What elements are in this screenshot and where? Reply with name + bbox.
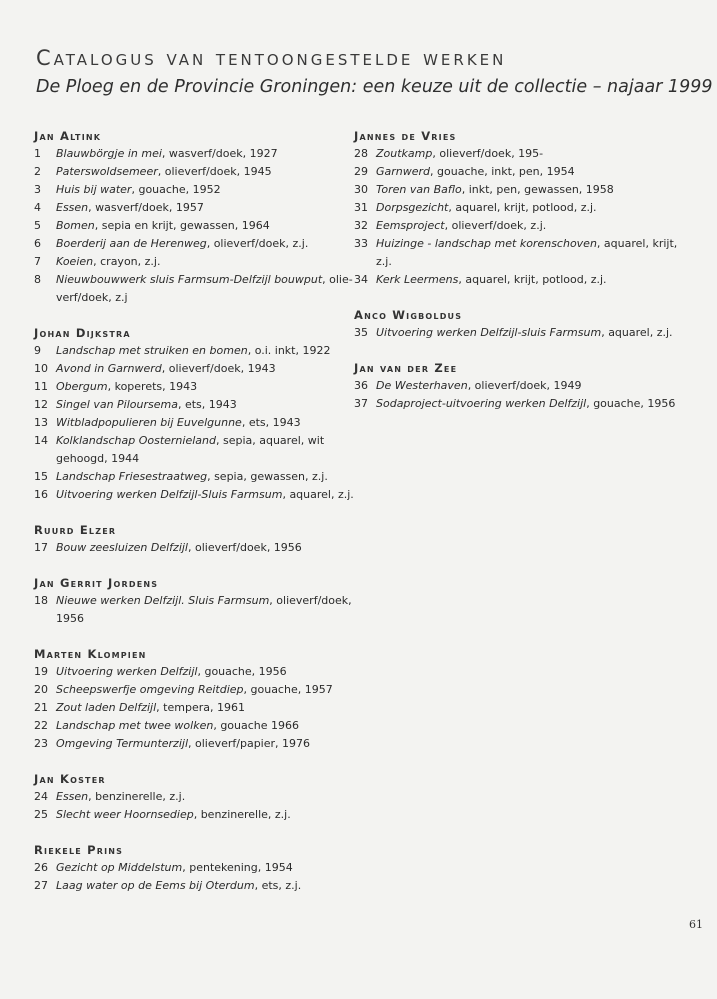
work-title: Bouw zeesluizen Delfzijl [56,541,188,554]
work-details: , inkt, pen, gewassen, 1958 [461,183,614,196]
artist-name: Johan Dijkstra [34,326,131,340]
entry-number: 29 [354,165,368,178]
work-title: Landschap Friesestraatweg [56,470,208,483]
entry-text [56,271,374,289]
work-title: Sodaproject-uitvoering werken Delfzijl [376,397,587,410]
artist-name: Ruurd Elzer [34,523,117,537]
catalogue-entry [34,271,374,289]
artist-name: Jan Gerrit Jordens [34,576,159,590]
entry-text [56,378,374,396]
work-details: gehoogd, 1944 [56,452,140,465]
catalogue-entry [354,199,694,217]
catalogue-entry [34,235,374,253]
entry-text [56,181,374,199]
entry-text [56,235,374,253]
entry-number: 3 [34,183,41,196]
work-title: Uitvoering werken Delfzijl-Sluis Farmsum [56,488,283,501]
entry-text [376,235,694,253]
catalogue-entry [354,271,694,289]
work-details: , wasverf/doek, 1957 [88,201,204,214]
work-title: Boerderij aan de Herenweg [56,237,207,250]
work-details: , gouache, inkt, pen, 1954 [430,165,575,178]
work-details: , olie- [322,273,353,286]
work-title: Kerk Leermens [376,273,459,286]
work-details: , ets, 1943 [241,416,301,429]
entry-number: 6 [34,237,41,250]
work-details: verf/doek, z.j [56,291,128,304]
catalogue-entry [34,699,374,717]
work-details: , aquarel, z.j. [282,488,354,501]
catalogue-entry [34,342,374,360]
catalogue-entry [354,181,694,199]
catalogue-entry [354,235,694,253]
entry-number: 22 [34,719,48,732]
entry-number: 5 [34,219,41,232]
entry-text [56,681,374,699]
entry-number: 14 [34,434,48,447]
entry-text [376,377,694,395]
artist-name: Marten Klompien [34,647,147,661]
entry-number [34,289,56,307]
work-title: Essen [56,790,89,803]
work-details: , crayon, z.j. [93,255,161,268]
work-title: Omgeving Termunterzijl [56,737,188,750]
work-details: , olieverf/doek, 1956 [187,541,302,554]
work-details: , olieverf/doek, z.j. [444,219,547,232]
artist-name: Jan van der Zee [354,361,458,375]
catalogue-entry [34,253,374,271]
catalogue-entry [34,163,374,181]
work-details: , olieverf/doek, [269,594,352,607]
entry-text [56,163,374,181]
work-title: Bomen [56,219,95,232]
work-title: Essen [56,201,89,214]
entry-text [56,806,374,824]
work-details: , olieverf/doek, 1949 [467,379,582,392]
entry-number: 35 [354,326,368,339]
artist-section [34,575,374,628]
entry-text [56,592,374,610]
entry-text [56,539,374,557]
work-details: , o.i. inkt, 1922 [247,344,331,357]
entry-text [56,432,374,450]
work-details: , benzinerelle, z.j. [193,808,291,821]
artist-section [34,771,374,824]
entry-number: 27 [34,879,48,892]
entry-number: 16 [34,488,48,501]
work-details: , aquarel, krijt, [596,237,678,250]
catalogue-entry [354,145,694,163]
entry-number: 2 [34,165,41,178]
entry-text [56,859,374,877]
work-details: , olieverf/doek, 1945 [157,165,272,178]
artist-name: Riekele Prins [34,843,124,857]
entry-text [376,324,694,342]
work-title: Scheepswerfje omgeving Reitdiep [56,683,244,696]
work-details: , aquarel, krijt, potlood, z.j. [458,273,607,286]
entry-text [376,145,694,163]
entry-text [56,289,374,307]
artist-section [354,307,694,342]
entry-number: 8 [34,273,41,286]
work-details: , olieverf/doek, 195- [432,147,544,160]
work-details: , olieverf/papier, 1976 [188,737,311,750]
work-title: Paterswoldsemeer [56,165,158,178]
work-title: Koeien [56,255,94,268]
artist-section [354,128,694,289]
right-column [354,128,694,431]
work-title: Huis bij water [56,183,132,196]
catalogue-entry [34,859,374,877]
artist-name: Jannes de Vries [354,129,457,143]
entry-number: 23 [34,737,48,750]
entry-number: 13 [34,416,48,429]
work-details: , gouache, 1957 [243,683,333,696]
catalogue-entry [34,145,374,163]
entry-text [56,468,374,486]
entry-text [56,253,374,271]
entry-number: 1 [34,147,41,160]
work-details: , sepia, gewassen, z.j. [207,470,328,483]
entry-number: 31 [354,201,368,214]
catalogue-entry [34,877,374,895]
artist-name: Anco Wigboldus [354,308,463,322]
artist-section [34,325,374,504]
entry-text [56,145,374,163]
catalogue-entry [34,610,374,628]
catalogue-entry [354,163,694,181]
artist-section [354,360,694,413]
catalogue-entry [34,663,374,681]
catalogue-entry [34,486,374,504]
entry-text [56,699,374,717]
catalogue-entry [34,360,374,378]
work-title: Laag water op de Eems bij Oterdum [56,879,255,892]
entry-text [56,414,374,432]
catalogue-entry [34,806,374,824]
entry-text [56,663,374,681]
work-title: Uitvoering werken Delfzijl-sluis Farmsum [376,326,602,339]
catalogue-entry [34,468,374,486]
work-title: Nieuwbouwwerk sluis Farmsum-Delfzijl bouwput [56,273,323,286]
artist-section [34,522,374,557]
work-details: , gouache, 1952 [131,183,221,196]
catalogue-entry [34,378,374,396]
entry-number: 37 [354,397,368,410]
entry-number: 15 [34,470,48,483]
work-details: , koperets, 1943 [107,380,198,393]
entry-number: 28 [354,147,368,160]
entry-number: 36 [354,379,368,392]
entry-text [376,163,694,181]
catalogue-entry [34,432,374,450]
page-number: 61 [689,918,703,931]
page-title: Catalogus van tentoongestelde werken [36,46,507,70]
entry-text [56,217,374,235]
entry-text [56,486,374,504]
work-details: , sepia, aquarel, wit [215,434,325,447]
entry-number: 12 [34,398,48,411]
work-title: Witbladpopulieren bij Euvelgunne [56,416,242,429]
work-title: Singel van Piloursema [56,398,178,411]
work-title: Huizinge - landschap met korenschoven [376,237,597,250]
catalogue-entry [34,199,374,217]
entry-text [56,717,374,735]
catalogue-entry [34,717,374,735]
catalogue-entry [34,181,374,199]
entry-number: 11 [34,380,48,393]
catalogue-entry [34,735,374,753]
work-details: , gouache 1966 [213,719,300,732]
page-subtitle: De Ploeg en de Provincie Groningen: een keuze uit de collectie – najaar 1999 [36,77,713,97]
catalogue-entry [354,377,694,395]
work-title: Kolklandschap Oosternieland [56,434,216,447]
catalogue-entry [34,414,374,432]
entry-number: 10 [34,362,48,375]
catalogue-entry [34,681,374,699]
artist-name: Jan Altink [34,129,102,143]
work-title: Landschap met twee wolken [56,719,214,732]
catalogue-entry [34,289,374,307]
entry-number: 25 [34,808,48,821]
work-title: Avond in Garnwerd [56,362,162,375]
work-details: , gouache, 1956 [197,665,287,678]
work-title: Eemsproject [376,219,445,232]
entry-text [56,199,374,217]
work-details: , benzinerelle, z.j. [88,790,186,803]
work-title: Zoutkamp [376,147,433,160]
entry-number: 4 [34,201,41,214]
entry-text [56,877,374,895]
entry-text [376,199,694,217]
work-title: De Westerhaven [376,379,468,392]
work-details: z.j. [376,255,392,268]
entry-text [376,395,694,413]
entry-number: 32 [354,219,368,232]
catalogue-entry [34,592,374,610]
work-details: , sepia en krijt, gewassen, 1964 [94,219,270,232]
artist-section [34,842,374,895]
entry-number: 30 [354,183,368,196]
entry-number [354,253,376,271]
work-title: Garnwerd [376,165,431,178]
catalogue-entry [34,217,374,235]
entry-number [34,610,56,628]
entry-text [376,181,694,199]
catalogue-entry [354,395,694,413]
entry-text [376,253,694,271]
work-title: Landschap met struiken en bomen [56,344,248,357]
entry-number: 26 [34,861,48,874]
work-details: 1956 [56,612,84,625]
work-title: Blauwbörgje in mei [56,147,162,160]
work-details: , tempera, 1961 [156,701,245,714]
catalogue-entry [34,450,374,468]
work-details: , ets, 1943 [177,398,237,411]
work-details: , gouache, 1956 [586,397,676,410]
work-title: Nieuwe werken Delfzijl. Sluis Farmsum [56,594,270,607]
work-title: Obergum [56,380,108,393]
entry-number: 7 [34,255,41,268]
entry-text [56,788,374,806]
entry-number: 19 [34,665,48,678]
entry-number: 21 [34,701,48,714]
entry-text [56,735,374,753]
entry-text [56,360,374,378]
work-title: Gezicht op Middelstum [56,861,183,874]
entry-number: 20 [34,683,48,696]
catalogue-entry [34,539,374,557]
entry-text [376,271,694,289]
entry-text [376,217,694,235]
work-title: Dorpsgezicht [376,201,449,214]
work-details: , olieverf/doek, 1943 [161,362,276,375]
work-details: , ets, z.j. [254,879,302,892]
entry-text [56,610,374,628]
entry-number [34,450,56,468]
entry-number: 18 [34,594,48,607]
artist-name: Jan Koster [34,772,106,786]
left-column [34,128,374,913]
entry-text [56,450,374,468]
entry-text [56,396,374,414]
entry-number: 34 [354,273,368,286]
catalogue-entry [34,788,374,806]
work-details: , olieverf/doek, z.j. [206,237,309,250]
work-title: Toren van Baflo [376,183,462,196]
work-details: , aquarel, z.j. [601,326,673,339]
catalogue-entry [354,217,694,235]
catalogue-entry [34,396,374,414]
work-title: Zout laden Delfzijl [56,701,157,714]
entry-number: 17 [34,541,48,554]
entry-number: 33 [354,237,368,250]
catalogue-entry [354,253,694,271]
entry-text [56,342,374,360]
artist-section [34,128,374,307]
entry-number: 9 [34,344,41,357]
work-title: Uitvoering werken Delfzijl [56,665,198,678]
entry-number: 24 [34,790,48,803]
artist-section [34,646,374,753]
catalogue-entry [354,324,694,342]
work-details: , aquarel, krijt, potlood, z.j. [448,201,597,214]
work-title: Slecht weer Hoornsediep [56,808,194,821]
work-details: , wasverf/doek, 1927 [161,147,278,160]
work-details: , pentekening, 1954 [182,861,293,874]
